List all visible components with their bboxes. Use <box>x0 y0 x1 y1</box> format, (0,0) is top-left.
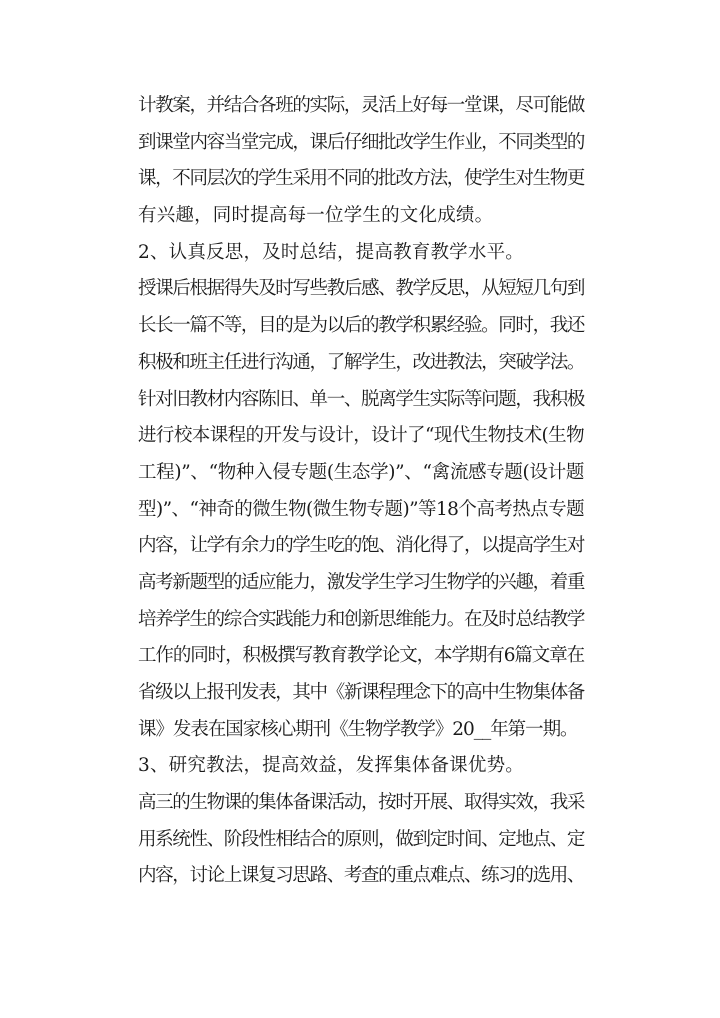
section-heading: 3、研究教法，提高效益，发挥集体备课优势。 <box>138 755 524 777</box>
paragraph-line: 课》发表在国家核心期刊《生物学教学》20__年第一期。 <box>138 718 578 740</box>
paragraph-line: 培养学生的综合实践能力和创新思维能力。在及时总结教学 <box>138 608 584 630</box>
paragraph-line: 工程)”、“物种入侵专题(生态学)”、“禽流感专题(设计题 <box>138 461 584 483</box>
paragraph-line: 高考新题型的适应能力，激发学生学习生物学的兴趣，着重 <box>138 571 584 593</box>
paragraph-line: 授课后根据得失及时写些教后感、教学反思，从短短几句到 <box>138 278 584 300</box>
paragraph-line: 工作的同时，积极撰写教育教学论文，本学期有6篇文章在 <box>138 645 584 667</box>
paragraph-line: 型)”、“神奇的微生物(微生物专题)”等18个高考热点专题 <box>138 498 584 520</box>
paragraph-line: 有兴趣，同时提高每一位学生的文化成绩。 <box>138 205 494 227</box>
paragraph-line: 内容，讨论上课复习思路、考查的重点难点、练习的选用、 <box>138 865 584 887</box>
paragraph-line: 内容，让学有余力的学生吃的饱、消化得了，以提高学生对 <box>138 535 584 557</box>
document-body <box>138 88 584 895</box>
paragraph-line: 到课堂内容当堂完成，课后仔细批改学生作业，不同类型的 <box>138 131 584 153</box>
paragraph-line: 进行校本课程的开发与设计，设计了“现代生物技术(生物 <box>138 425 584 447</box>
paragraph-line: 用系统性、阶段性相结合的原则，做到定时间、定地点、定 <box>138 828 584 850</box>
paragraph-line: 省级以上报刊发表，其中《新课程理念下的高中生物集体备 <box>138 682 584 703</box>
section-heading: 2、认真反思，及时总结，提高教育教学水平。 <box>138 241 524 263</box>
paragraph-line: 针对旧教材内容陈旧、单一、脱离学生实际等问题，我积极 <box>138 388 584 410</box>
paragraph-line: 长长一篇不等，目的是为以后的教学积累经验。同时，我还 <box>138 315 584 337</box>
paragraph-line: 高三的生物课的集体备课活动，按时开展、取得实效，我采 <box>138 792 584 814</box>
paragraph-line: 计教案，并结合各班的实际，灵活上好每一堂课，尽可能做 <box>138 95 584 116</box>
paragraph-line: 课，不同层次的学生采用不同的批改方法，使学生对生物更 <box>138 168 584 190</box>
paragraph-line: 积极和班主任进行沟通，了解学生，改进教法，突破学法。 <box>138 351 584 373</box>
